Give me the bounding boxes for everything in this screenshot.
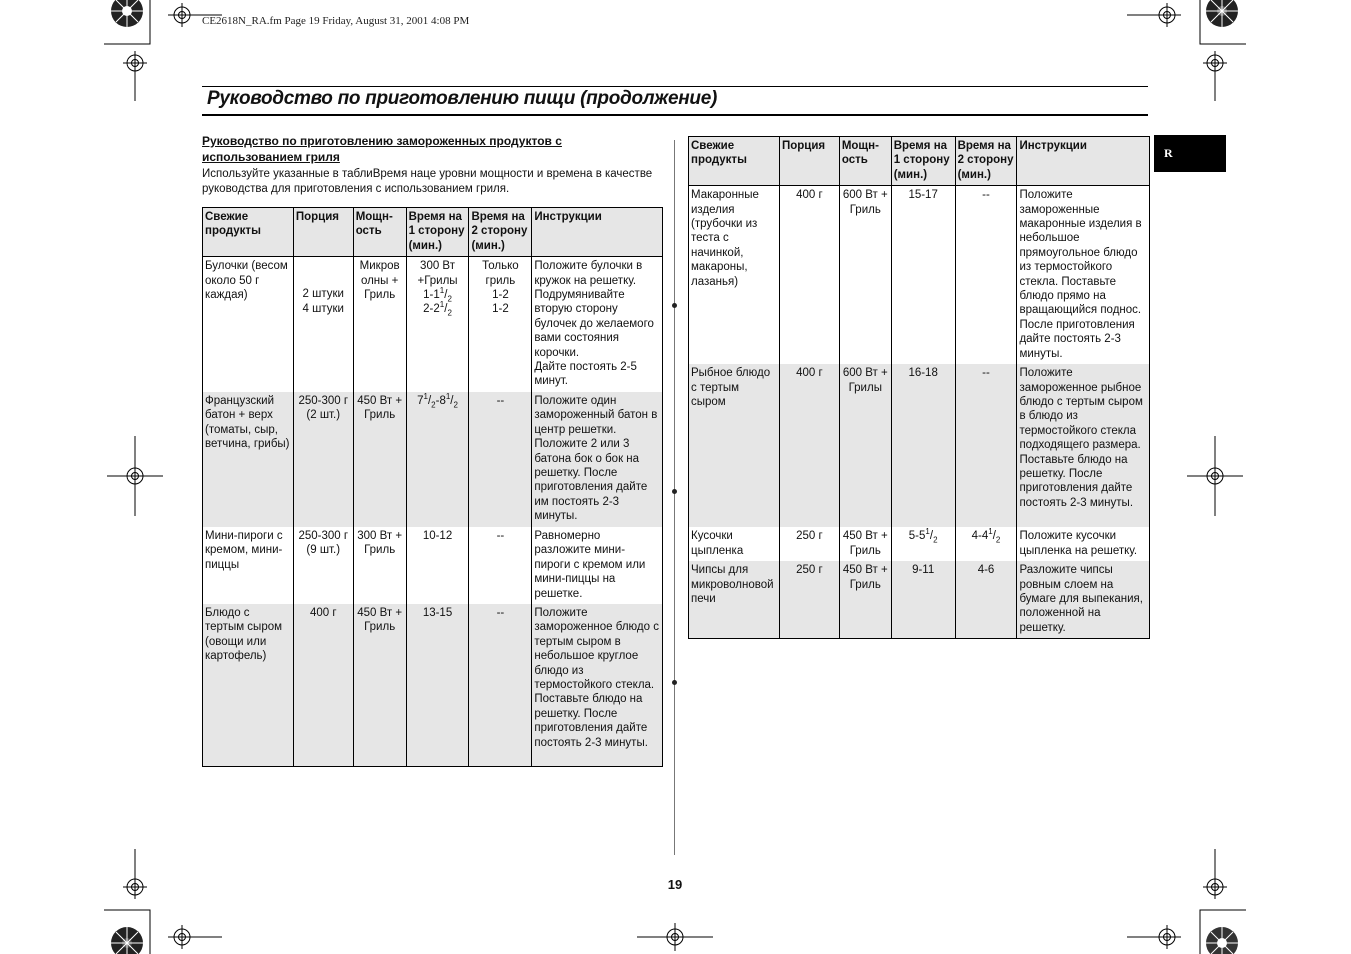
cell-power: 450 Вт + Гриль [353,604,406,767]
cell-power: 450 Вт + Гриль [839,561,891,639]
cell-side1: $5-5^1/_2$ [891,527,955,561]
col-side2: Время на 2 сторону (мин.) [955,137,1017,186]
cell-side1: 13-15 [406,604,469,767]
cell-portion: 400 г [779,364,839,527]
cell-product: Чипсы для микроволновой печи [689,561,780,639]
col-side2: Время на 2 сторону (мин.) [469,208,532,257]
col-product: Свежие продукты [689,137,780,186]
col-instructions: Инструкции [532,208,663,257]
cell-product: Блюдо с тертым сыром (овощи или картофель) [203,604,294,767]
cell-side2: $4-4^1/_2$ [955,527,1017,561]
cell-portion: 250 г [779,527,839,561]
cell-side1: 10-12 [406,527,469,604]
cell-side1: $7^1/_2-8^1/_2$ [406,392,469,527]
cell-side2: 4-6 [955,561,1017,639]
cell-side2: -- [469,392,532,527]
cell-instructions: Положите один замороженный батон в центр решетки. Положите 2 или 3 батона бок о бок на решетку. После приготовления дайте им постоять 2-3 минуты. [532,392,663,527]
col-side1: Время на 1 сторону (мин.) [891,137,955,186]
page-number: 19 [667,877,683,892]
cell-portion: 2 штуки 4 штуки [293,257,353,392]
cell-side2: -- [469,604,532,767]
cell-portion: 250-300 г (2 шт.) [293,392,353,527]
cell-power: 600 Вт + Грилы [839,364,891,527]
cell-product: Мини-пироги с кремом, мини-пиццы [203,527,294,604]
cell-side1: 15-17 [891,186,955,364]
cell-side2: Только гриль 1-2 1-2 [469,257,532,392]
col-power: Мощн-ость [839,137,891,186]
cell-power: 450 Вт + Гриль [353,392,406,527]
cell-power: 450 Вт + Гриль [839,527,891,561]
col-portion: Порция [779,137,839,186]
cell-instructions: Положите замороженное блюдо с тертым сыром в небольшое круглое блюдо из термостойкого стекла. Поставьте блюдо на решетку. После приготовления дайте постоять 2-3 минуты. [532,604,663,767]
cell-portion: 250-300 г (9 шт.) [293,527,353,604]
section-intro-text: Используйте указанные в таблиВремя наце уровни мощности и времена в качестве руководства для приготовления с использованием гриля. [202,168,653,195]
cell-side2: -- [955,186,1017,364]
cell-side1: 300 Вт +Грилы $1-1^1/_2$ $2-2^1/_2$ [406,257,469,392]
section-heading: Руководство по приготовлению замороженных продуктов с использованием гриля [202,134,562,164]
col-instructions: Инструкции [1017,137,1150,186]
col-product: Свежие продукты [203,208,294,257]
cell-instructions: Положите замороженные макаронные изделия в небольшое прямоугольное блюдо из термостойкого стекла. Поставьте блюдо прямо на вращающийся поднос. После приготовления дайте постоять 2-3 минуты. [1017,186,1150,364]
cell-side2: -- [955,364,1017,527]
cell-instructions: Разложите чипсы ровным слоем на бумаге для выпекания, положенной на решетку. [1017,561,1150,639]
cell-instructions: Положите кусочки цыпленка на решетку. [1017,527,1150,561]
cell-product: Рыбное блюдо с тертым сыром [689,364,780,527]
cell-instructions: Положите булочки в кружок на решетку. Подрумянивайте вторую сторону булочек до желаемого вами состояния корочки. Дайте постоять 2-5 минут. [532,257,663,392]
cell-portion: 400 г [779,186,839,364]
cell-power: Микров олны + Гриль [353,257,406,392]
cell-power: 600 Вт + Гриль [839,186,891,364]
cell-instructions: Равномерно разложите мини-пироги с кремом или мини-пиццы на решетке. [532,527,663,604]
cell-product: Французский батон + верх (томаты, сыр, ветчина, грибы) [203,392,294,527]
col-power: Мощн-ость [353,208,406,257]
cell-product: Макаронные изделия (трубочки из теста с начинкой, макароны, лазанья) [689,186,780,364]
cell-instructions: Положите замороженное рыбное блюдо с тертым сыром в блюдо из термостойкого стекла подходящего размера. Поставьте блюдо на решетку. После приготовления дайте постоять 2-3 минуты. [1017,364,1150,527]
cell-product: Булочки (весом около 50 г каждая) [203,257,294,392]
file-header-line: CE2618N_RA.fm Page 19 Friday, August 31, 2001 4:08 PM [202,15,470,27]
cell-side1: 9-11 [891,561,955,639]
page-title: Руководство по приготовлению пищи (продолжение) [207,88,718,109]
col-side1: Время на 1 сторону (мин.) [406,208,469,257]
cell-side1: 16-18 [891,364,955,527]
cell-product: Кусочки цыпленка [689,527,780,561]
cell-power: 300 Вт + Гриль [353,527,406,604]
cell-side2: -- [469,527,532,604]
cell-portion: 250 г [779,561,839,639]
cell-portion: 400 г [293,604,353,767]
col-portion: Порция [293,208,353,257]
language-tab: R [1154,135,1226,172]
